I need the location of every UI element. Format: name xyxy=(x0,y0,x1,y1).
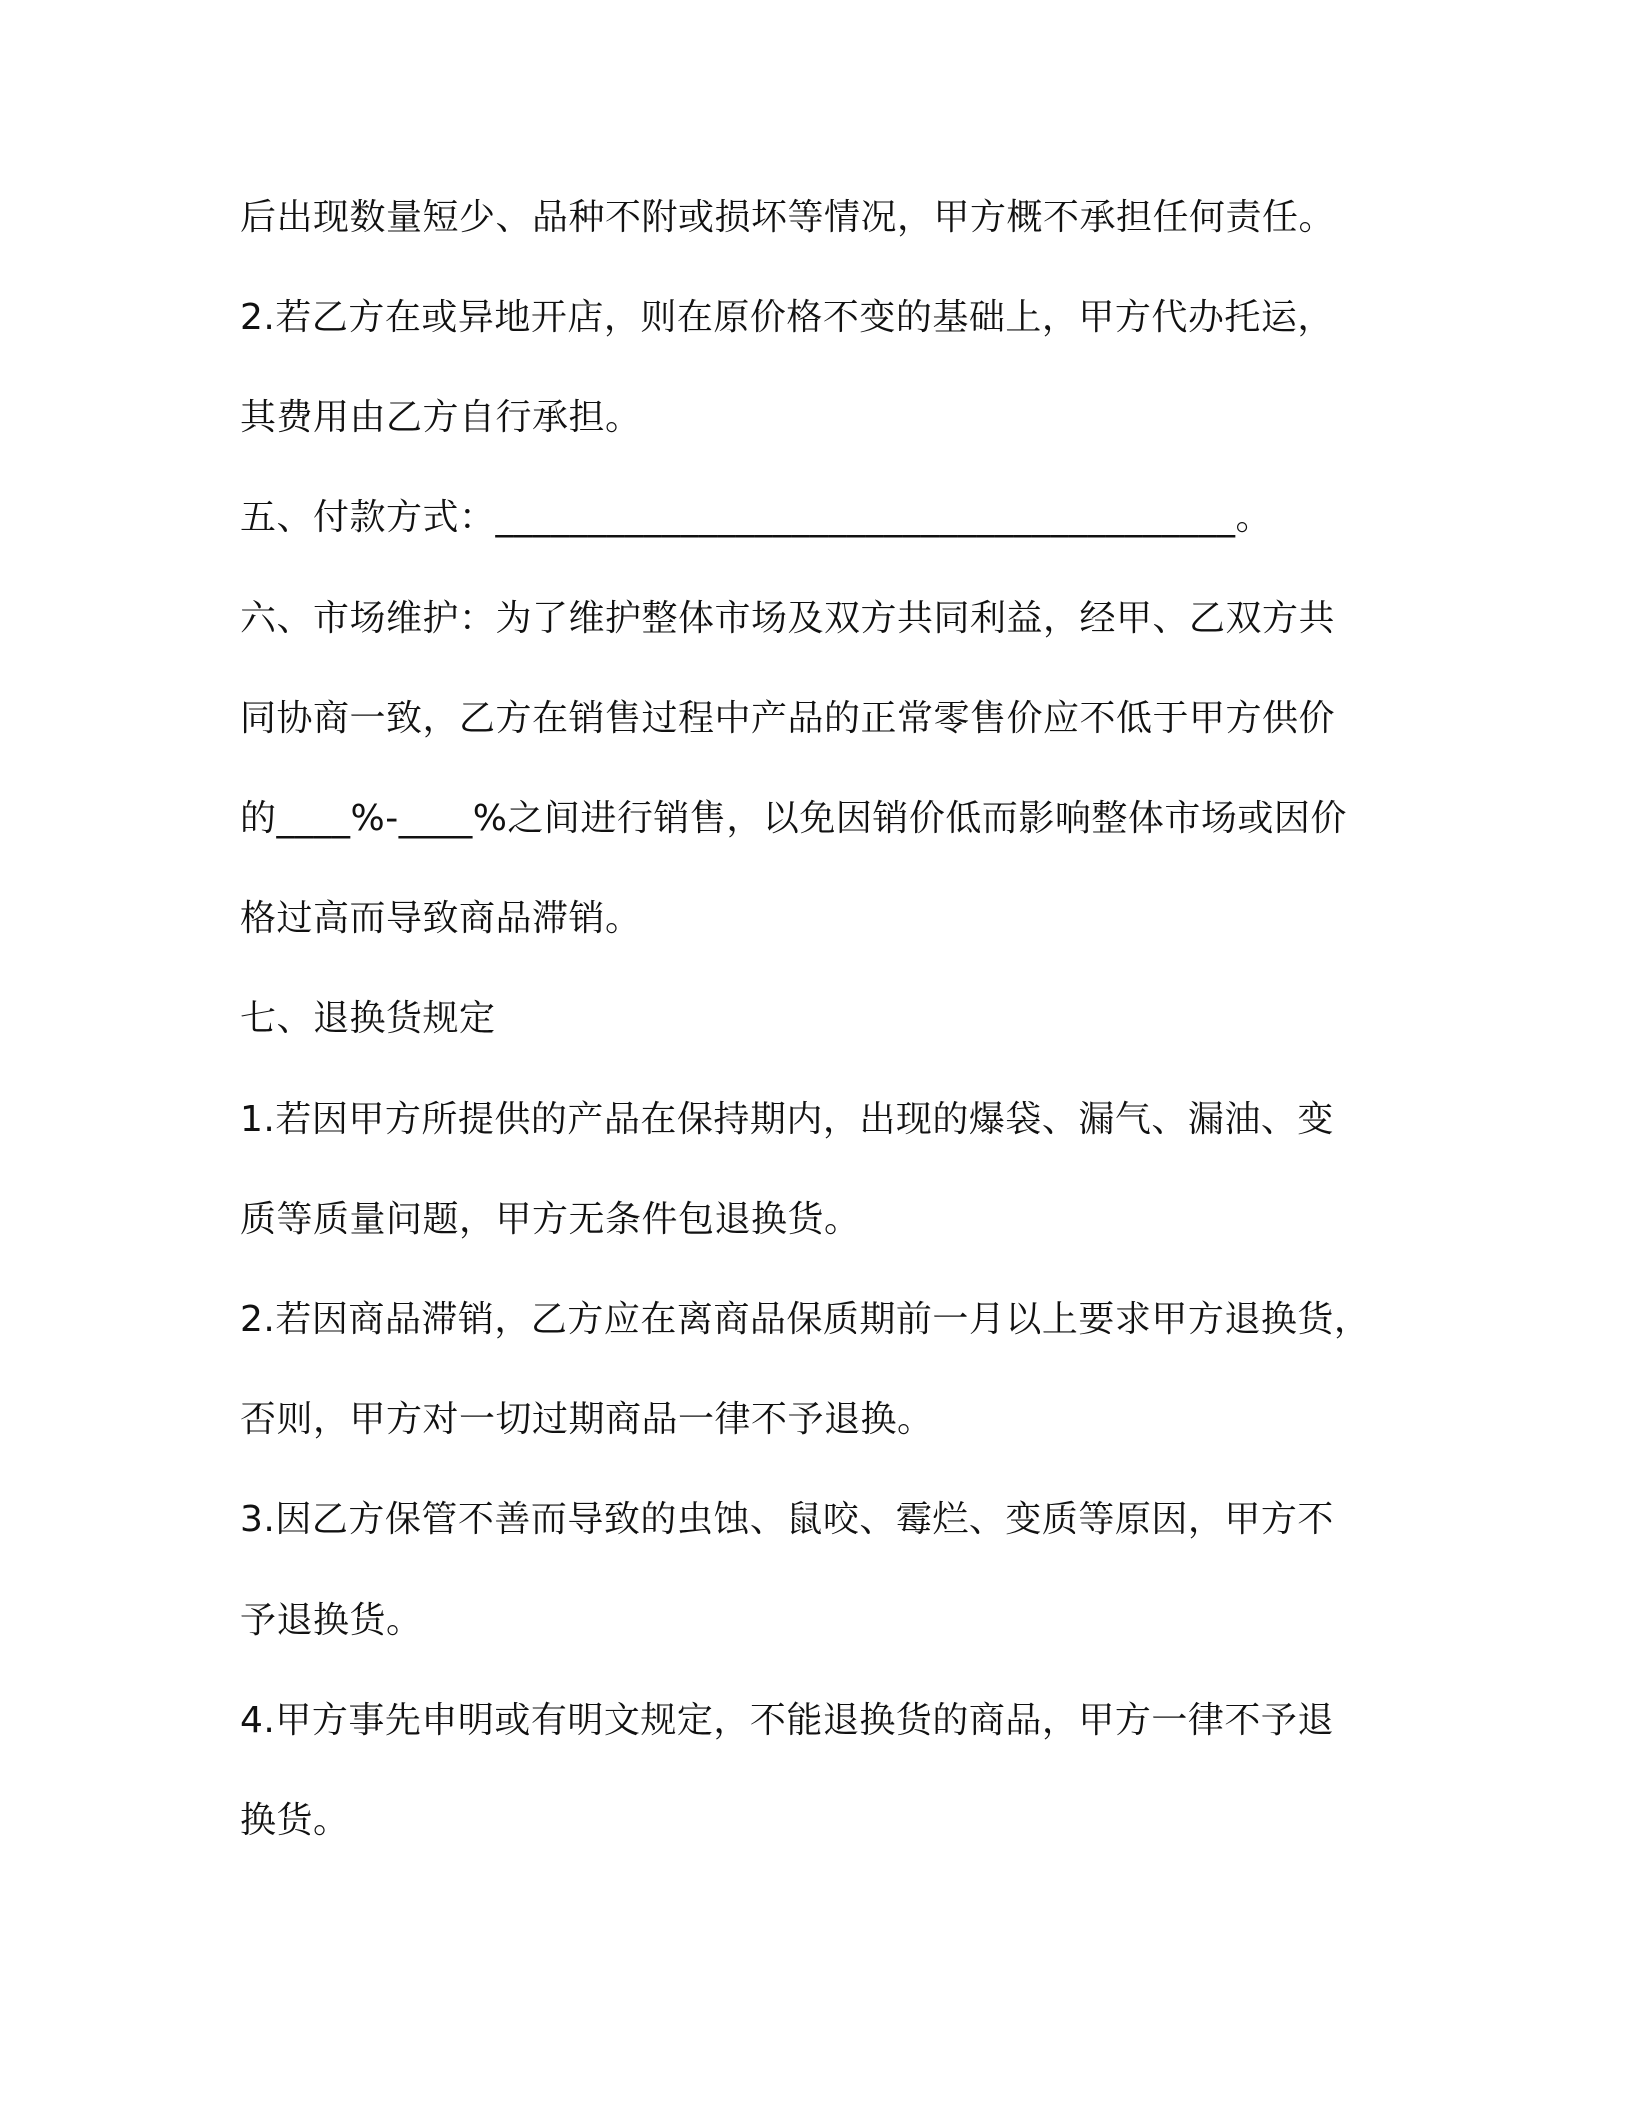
text-line: 4.甲方事先申明或有明文规定，不能退换货的商品，甲方一律不予退 xyxy=(240,1700,1334,1741)
text-line: 格过高而导致商品滞销。 xyxy=(240,898,642,939)
section-heading: 七、退换货规定 xyxy=(240,998,496,1039)
text-line: 予退换货。 xyxy=(240,1600,423,1641)
text-line: 否则，甲方对一切过期商品一律不予退换。 xyxy=(240,1399,934,1440)
text-line: 3.因乙方保管不善而导致的虫蚀、鼠咬、霉烂、变质等原因，甲方不 xyxy=(240,1499,1334,1540)
text-line: 后出现数量短少、品种不附或损坏等情况，甲方概不承担任何责任。 xyxy=(240,197,1336,238)
text-line: 其费用由乙方自行承担。 xyxy=(240,397,642,438)
text-line: 换货。 xyxy=(240,1800,350,1841)
text-line: 质等质量问题，甲方无条件包退换货。 xyxy=(240,1199,861,1240)
text-line: 六、市场维护：为了维护整体市场及双方共同利益，经甲、乙双方共 xyxy=(240,598,1336,639)
text-line: 2.若乙方在或异地开店，则在原价格不变的基础上，甲方代办托运， xyxy=(240,297,1334,338)
text-line: 同协商一致，乙方在销售过程中产品的正常零售价应不低于甲方供价 xyxy=(240,698,1336,739)
text-line: 的____%-____%之间进行销售，以免因销价低而影响整体市场或因价 xyxy=(240,798,1347,839)
text-line: 2.若因商品滞销，乙方应在离商品保质期前一月以上要求甲方退换货， xyxy=(240,1299,1371,1340)
text-line: 1.若因甲方所提供的产品在保持期内，出现的爆袋、漏气、漏油、变 xyxy=(240,1099,1334,1140)
payment-method-line: 五、付款方式：________________________________________。 xyxy=(240,497,1273,538)
